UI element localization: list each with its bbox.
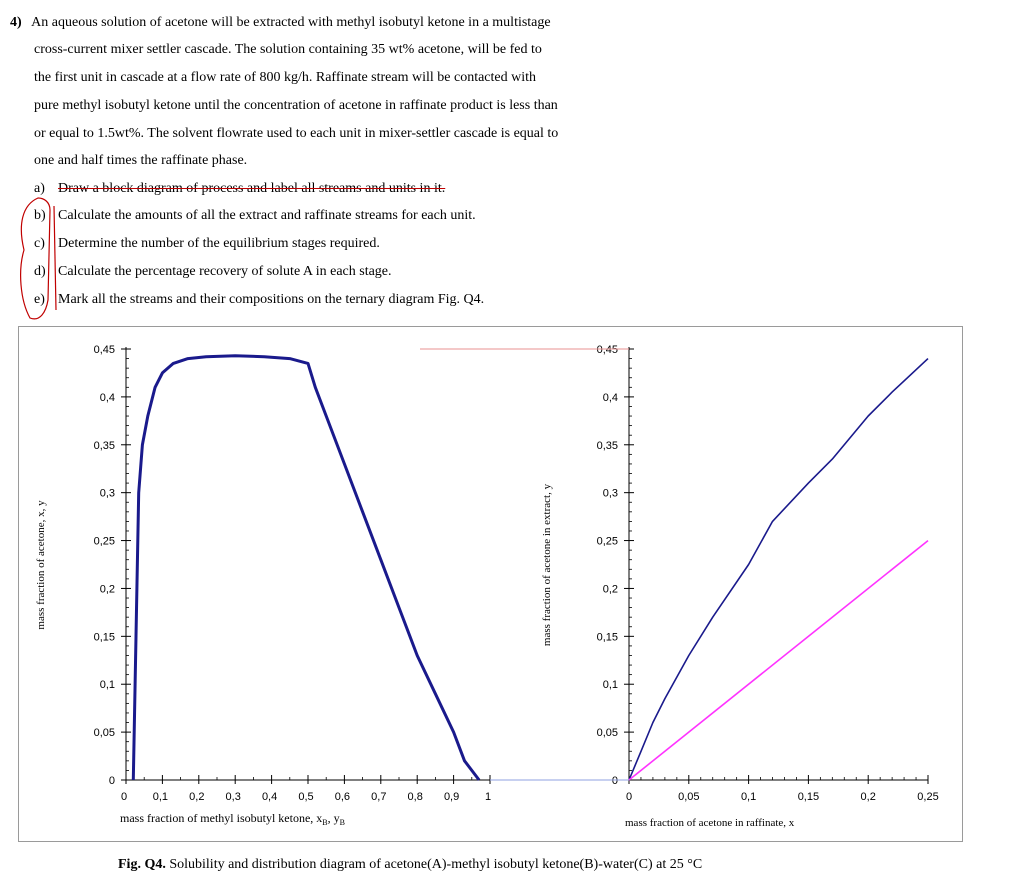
solubility-x-tick-label: 0,3 — [225, 791, 241, 803]
item-b-label: b) — [34, 208, 46, 223]
solubility-y-tick-label: 0,25 — [93, 535, 115, 548]
distribution-series-0 — [629, 359, 928, 780]
figure-caption — [118, 857, 702, 873]
solubility-series-0 — [133, 356, 479, 780]
solubility-x-tick-label: 1 — [484, 791, 492, 803]
distribution-y-tick-label: 0,35 — [596, 439, 618, 452]
distribution-x-tick-label: 0,05 — [678, 791, 700, 803]
distribution-y-tick-label: 0,25 — [596, 535, 618, 548]
question-text-5: or equal to 1.5wt%. The solvent flowrate used to each unit in mixer-settler cascade is equal to — [34, 126, 559, 141]
caption-bold: Fig. Q4. — [118, 857, 166, 872]
item-e-text: Mark all the streams and their compositions on the ternary diagram Fig. Q4. — [58, 292, 485, 307]
solubility-y-tick-label: 0,2 — [99, 583, 115, 596]
solubility-x-tick-label: 0 — [120, 791, 128, 803]
distribution-x-tick-label: 0,1 — [740, 791, 757, 803]
item-a-text: Draw a block diagram of process and label all streams and units in it. — [58, 181, 446, 196]
solubility-y-tick-label: 0,45 — [93, 344, 115, 356]
distribution-y-tick-label: 0,3 — [602, 487, 618, 500]
solubility-x-tick-label: 0,7 — [371, 791, 387, 803]
item-a-label: a) — [34, 181, 45, 196]
distribution-y-tick-label: 0,2 — [602, 583, 618, 596]
distribution-y-tick-label: 0 — [611, 775, 618, 787]
item-c-label: c) — [34, 236, 45, 251]
solubility-y-tick-label: 0,1 — [99, 679, 115, 692]
solubility-y-label: mass fraction of acetone, x, y — [35, 500, 47, 630]
question-text-3: the first unit in cascade at a flow rate of 800 kg/h. Raffinate stream will be contacted with — [34, 70, 537, 85]
distribution-x-tick-label: 0,2 — [860, 791, 876, 803]
solubility-y-tick-label: 0,3 — [99, 487, 115, 500]
item-d-label: d) — [34, 264, 46, 279]
question-text-1: An aqueous solution of acetone will be extracted with methyl isobutyl ketone in a multistage — [31, 15, 551, 30]
solubility-y-tick-label: 0,15 — [93, 631, 115, 644]
question-text-4: pure methyl isobutyl ketone until the concentration of acetone in raffinate product is less than — [34, 98, 558, 113]
solubility-y-tick-label: 0,35 — [93, 439, 115, 452]
distribution-y-tick-label: 0,4 — [602, 391, 618, 404]
distribution-y-tick-label: 0,45 — [596, 344, 618, 356]
distribution-y-tick-label: 0,1 — [602, 679, 618, 692]
solubility-x-tick-label: 0,4 — [261, 791, 278, 803]
distribution-y-tick-label: 0,15 — [596, 631, 618, 644]
question-number: 4) — [10, 15, 22, 30]
solubility-y-tick-label: 0,05 — [93, 727, 115, 740]
distribution-x-tick-label: 0 — [625, 791, 633, 803]
question-text-2: cross-current mixer settler cascade. The solution containing 35 wt% acetone, will be fed to — [34, 42, 542, 57]
distribution-x-tick-label: 0,15 — [797, 791, 820, 803]
solubility-x-label: mass fraction of methyl isobutyl ketone, $x_B$, $y_B$ — [120, 811, 345, 827]
question-text-6: one and half times the raffinate phase. — [34, 153, 248, 168]
item-b-text: Calculate the amounts of all the extract and raffinate streams for each unit. — [58, 208, 476, 223]
solubility-x-tick-label: 0,6 — [334, 791, 351, 803]
solubility-x-tick-label: 0,1 — [152, 791, 169, 803]
distribution-x-label: mass fraction of acetone in raffinate, x — [625, 817, 795, 829]
solubility-x-tick-label: 0,5 — [298, 791, 314, 803]
distribution-y-label: mass fraction of acetone in extract, y — [541, 483, 553, 647]
item-c-text: Determine the number of the equilibrium stages required. — [58, 236, 380, 251]
solubility-y-tick-label: 0,4 — [99, 391, 115, 404]
solubility-x-tick-label: 0,2 — [189, 791, 205, 803]
distribution-series-1 — [629, 541, 928, 780]
caption-text: Solubility and distribution diagram of acetone(A)-methyl isobutyl ketone(B)-water(C) at 25 °C — [165, 857, 703, 872]
solubility-y-tick-label: 0 — [108, 775, 115, 787]
item-e-label: e) — [34, 292, 45, 307]
distribution-y-tick-label: 0,05 — [596, 727, 618, 740]
distribution-x-tick-label: 0,25 — [917, 791, 939, 803]
solubility-x-tick-label: 0,9 — [443, 791, 460, 803]
item-d-text: Calculate the percentage recovery of solute A in each stage. — [58, 264, 392, 279]
solubility-x-tick-label: 0,8 — [407, 791, 423, 803]
